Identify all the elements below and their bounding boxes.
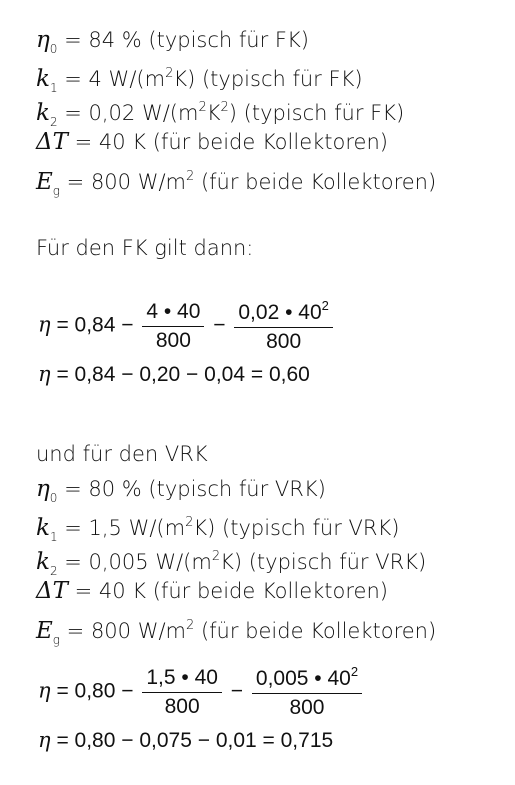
k-symbol: k: [36, 515, 50, 541]
formula-lead: = 0,84 −: [56, 313, 134, 337]
superscript: 2: [186, 169, 195, 184]
fraction-1: [142, 300, 204, 353]
fraction-numerator: [252, 664, 362, 694]
eg-value-post: (für beide Kollektoren): [194, 619, 437, 643]
e-symbol: E: [36, 169, 53, 195]
k2-value-post: K) (typisch für VRK): [220, 550, 427, 574]
fraction-2: [234, 298, 333, 354]
subscript: g: [52, 633, 60, 647]
eg-value-post: (für beide Kollektoren): [194, 170, 437, 194]
delta-t-value: = 40 K (für beide Kollektoren): [67, 579, 388, 603]
eta0-fk-line: [36, 26, 309, 63]
superscript: 2: [186, 618, 195, 633]
k-symbol: k: [36, 100, 50, 126]
eta0-value: = 84 % (typisch für FK): [57, 28, 309, 52]
subscript: 0: [49, 491, 58, 505]
result-fk: [38, 362, 310, 387]
eta0-value: = 80 % (typisch für VRK): [57, 477, 326, 501]
eg-vrk-line: [36, 612, 436, 654]
fraction-denominator: 800: [155, 328, 191, 352]
formula-fk: [38, 298, 336, 354]
result-text: = 0,80 − 0,075 − 0,01 = 0,715: [56, 729, 334, 752]
superscript: 2: [165, 66, 174, 81]
delta-t-value: = 40 K (für beide Kollektoren): [67, 130, 388, 154]
k2-value-pre: = 0,02 W/(m: [57, 101, 199, 125]
fraction-numerator: 1,5 • 40: [142, 666, 222, 693]
fraction-numerator: [234, 298, 333, 328]
k-symbol: k: [36, 549, 50, 575]
superscript: 2: [211, 549, 221, 564]
superscript: 2: [220, 100, 229, 115]
numerator-text: 0,02 • 40: [238, 301, 322, 324]
eg-value-pre: = 800 W/m: [60, 619, 186, 643]
delta-t-fk-line: [36, 128, 388, 156]
delta-t-vrk-line: [36, 577, 388, 605]
subscript: 2: [49, 115, 58, 129]
k2-value-pre: = 0,005 W/(m: [57, 550, 212, 574]
superscript: 2: [321, 298, 329, 313]
formula-lead: = 0,80 −: [56, 679, 134, 703]
fraction-denominator: 800: [164, 694, 200, 718]
k-symbol: k: [36, 66, 50, 92]
superscript: 2: [185, 515, 194, 530]
fraction-numerator: 4 • 40: [142, 300, 204, 327]
k2-value-mid: K: [206, 101, 221, 125]
subscript: 1: [49, 81, 58, 95]
fraction-denominator: 800: [289, 696, 325, 719]
eta0-vrk-line: [36, 475, 326, 512]
numerator-text: 0,005 • 40: [255, 667, 351, 690]
eta-symbol: η: [38, 728, 51, 752]
intro-fk-text: Für den FK gilt dann:: [36, 236, 254, 260]
fraction-denominator: 800: [266, 330, 302, 353]
eta-symbol: η: [38, 678, 51, 703]
eta-symbol: η: [38, 312, 51, 337]
e-symbol: E: [36, 618, 53, 644]
subscript: g: [52, 184, 60, 198]
subscript: 2: [49, 564, 58, 578]
k1-value-pre: = 1,5 W/(m: [57, 516, 186, 540]
k1-value-post: K) (typisch für VRK): [193, 516, 400, 540]
result-vrk: [38, 728, 333, 753]
intro-vrk-text: und für den VRK: [36, 442, 208, 466]
k1-value-pre: = 4 W/(m: [57, 67, 166, 91]
fraction-2: [252, 664, 362, 720]
eta-symbol: η: [36, 476, 50, 502]
subscript: 1: [49, 530, 58, 544]
result-text: = 0,84 − 0,20 − 0,04 = 0,60: [56, 363, 310, 386]
minus-sign: −: [230, 679, 244, 703]
eg-fk-line: [36, 163, 436, 205]
delta-t-symbol: ΔT: [36, 578, 68, 604]
eta-symbol: η: [38, 362, 51, 386]
superscript: 2: [350, 664, 359, 679]
fraction-1: [142, 666, 222, 719]
eta-symbol: η: [36, 27, 50, 53]
delta-t-symbol: ΔT: [36, 129, 68, 155]
subscript: 0: [49, 42, 58, 56]
eg-value-pre: = 800 W/m: [60, 170, 186, 194]
k2-value-post: ) (typisch für FK): [228, 101, 405, 125]
superscript: 2: [198, 100, 207, 115]
formula-vrk: [38, 664, 365, 720]
k1-value-post: K) (typisch für FK): [173, 67, 363, 91]
minus-sign: −: [213, 313, 226, 337]
